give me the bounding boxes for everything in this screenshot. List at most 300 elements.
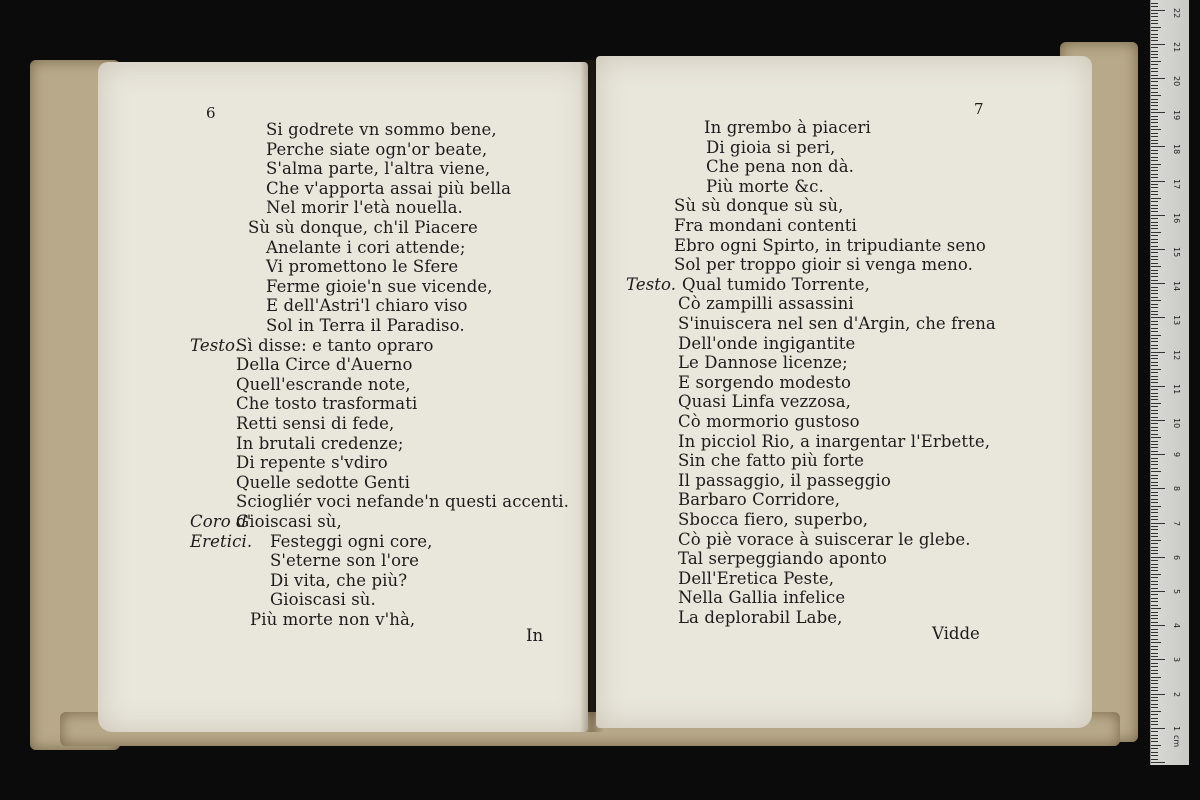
- ruler-tick: [1151, 427, 1158, 428]
- ruler-tick: [1151, 598, 1158, 599]
- ruler-number: 20: [1172, 76, 1181, 87]
- ruler-tick: [1151, 745, 1161, 746]
- ruler-tick: [1151, 256, 1158, 257]
- ruler-tick: [1151, 225, 1158, 226]
- ruler-tick: [1151, 10, 1165, 11]
- ruler-tick: [1151, 324, 1158, 325]
- ruler-tick: [1151, 99, 1158, 100]
- verse-line: Sin che fatto più forte: [678, 451, 865, 471]
- ruler-tick: [1151, 386, 1165, 387]
- ruler-tick: [1151, 105, 1158, 106]
- ruler-tick: [1151, 249, 1165, 250]
- ruler-tick: [1151, 735, 1158, 736]
- ruler-number: 16: [1172, 212, 1181, 223]
- ruler-tick: [1151, 714, 1158, 715]
- measuring-ruler: [1150, 0, 1189, 765]
- ruler-tick: [1151, 321, 1158, 322]
- ruler-number: 5: [1172, 589, 1181, 595]
- ruler-number: 10: [1172, 418, 1181, 429]
- ruler-tick: [1151, 495, 1158, 496]
- ruler-tick: [1151, 290, 1158, 291]
- ruler-tick: [1151, 157, 1158, 158]
- ruler-tick: [1151, 540, 1161, 541]
- ruler-tick: [1151, 311, 1158, 312]
- ruler-tick: [1151, 119, 1158, 120]
- verse-line: Il passaggio, il passeggio: [678, 470, 891, 490]
- ruler-tick: [1151, 164, 1161, 165]
- ruler-tick: [1151, 488, 1165, 489]
- ruler-tick: [1151, 153, 1158, 154]
- ruler-tick: [1151, 447, 1158, 448]
- verse-line: Ferme gioie'n sue vicende,: [266, 276, 493, 296]
- ruler-tick: [1151, 170, 1158, 171]
- ruler-tick: [1151, 222, 1158, 223]
- ruler-tick: [1151, 341, 1158, 342]
- verse-line: Nella Gallia infelice: [678, 588, 846, 608]
- ruler-tick: [1151, 506, 1161, 507]
- ruler-number: 13: [1172, 315, 1181, 326]
- verse-line: Di gioia si peri,: [706, 137, 836, 157]
- speaker-label: Coro d': [190, 512, 252, 531]
- verse-line: Più morte non v'hà,: [250, 610, 416, 629]
- ruler-tick: [1151, 239, 1158, 240]
- verse-line: E sorgendo modesto: [678, 372, 852, 392]
- ruler-tick: [1151, 109, 1158, 110]
- page-number: 7: [974, 100, 984, 118]
- ruler-tick: [1151, 567, 1158, 568]
- ruler-tick: [1151, 369, 1161, 370]
- ruler-tick: [1151, 263, 1158, 264]
- ruler-tick: [1151, 711, 1161, 712]
- ruler-tick: [1151, 451, 1158, 452]
- ruler-tick: [1151, 690, 1158, 691]
- verse-line: Sì disse: e tanto opraro: [236, 335, 434, 355]
- verse-line: Le Dannose licenze;: [678, 353, 848, 373]
- right-page: [596, 56, 1092, 728]
- ruler-tick: [1151, 252, 1158, 253]
- ruler-tick: [1151, 502, 1158, 503]
- ruler-tick: [1151, 201, 1158, 202]
- verse-line: E dell'Astri'l chiaro viso: [266, 296, 468, 316]
- ruler-tick: [1151, 755, 1158, 756]
- ruler-tick: [1151, 718, 1158, 719]
- ruler-tick: [1151, 588, 1158, 589]
- verse-line: Cò mormorio gustoso: [678, 412, 860, 431]
- ruler-tick: [1151, 246, 1158, 247]
- ruler-tick: [1151, 88, 1158, 89]
- ruler-tick: [1151, 16, 1158, 17]
- ruler-tick: [1151, 228, 1158, 229]
- ruler-tick: [1151, 376, 1158, 377]
- ruler-tick: [1151, 458, 1158, 459]
- ruler-tick: [1151, 625, 1165, 626]
- verse-line: Sbocca fiero, superbo,: [678, 510, 869, 529]
- ruler-tick: [1151, 382, 1158, 383]
- ruler-tick: [1151, 731, 1158, 732]
- verse-line: Gioiscasi sù,: [236, 512, 342, 531]
- ruler-tick: [1151, 232, 1161, 233]
- ruler-tick: [1151, 659, 1165, 660]
- ruler-tick: [1151, 399, 1158, 400]
- ruler-tick: [1151, 560, 1158, 561]
- verse-line: Si godrete vn sommo bene,: [266, 120, 497, 139]
- ruler-tick: [1151, 51, 1158, 52]
- ruler-tick: [1151, 608, 1161, 609]
- ruler-tick: [1151, 331, 1158, 332]
- verse-line: Barbaro Corridore,: [678, 490, 841, 510]
- ruler-tick: [1151, 550, 1158, 551]
- ruler-tick: [1151, 184, 1158, 185]
- ruler-tick: [1151, 300, 1161, 301]
- ruler-tick: [1151, 140, 1158, 141]
- ruler-tick: [1151, 293, 1158, 294]
- ruler-tick: [1151, 396, 1158, 397]
- ruler-tick: [1151, 420, 1165, 421]
- ruler-tick: [1151, 102, 1158, 103]
- verse-line: Più morte &c.: [706, 176, 824, 196]
- ruler-tick: [1151, 677, 1161, 678]
- ruler-tick: [1151, 276, 1158, 277]
- ruler-tick: [1151, 759, 1158, 760]
- ruler-tick: [1151, 605, 1158, 606]
- ruler-number: 3: [1172, 657, 1181, 663]
- ruler-tick: [1151, 44, 1165, 45]
- ruler-tick: [1151, 270, 1158, 271]
- ruler-tick: [1151, 242, 1158, 243]
- verse-line: Sol per troppo gioir si venga meno.: [674, 255, 973, 275]
- verse-line: Sù sù donque, ch'il Piacere: [248, 218, 478, 237]
- verse-line: Quell'escrande note,: [236, 374, 411, 394]
- ruler-tick: [1151, 146, 1165, 147]
- verse-line: In brutali credenze;: [236, 433, 404, 453]
- verse-line: Festeggi ogni core,: [270, 531, 433, 551]
- ruler-tick: [1151, 160, 1158, 161]
- ruler-tick: [1151, 6, 1158, 7]
- ruler-tick: [1151, 694, 1165, 695]
- ruler-tick: [1151, 187, 1158, 188]
- ruler-tick: [1151, 40, 1158, 41]
- ruler-tick: [1151, 410, 1158, 411]
- ruler-tick: [1151, 526, 1158, 527]
- ruler-tick: [1151, 317, 1165, 318]
- ruler-tick: [1151, 3, 1158, 4]
- ruler-tick: [1151, 413, 1158, 414]
- ruler-tick: [1151, 738, 1158, 739]
- ruler-tick: [1151, 683, 1158, 684]
- ruler-tick: [1151, 570, 1158, 571]
- ruler-tick: [1151, 468, 1158, 469]
- verse-line: In grembo à piaceri: [704, 118, 871, 137]
- ruler-tick: [1151, 612, 1158, 613]
- ruler-tick: [1151, 591, 1165, 592]
- verse-line: Di vita, che più?: [270, 570, 408, 590]
- ruler-tick: [1151, 181, 1165, 182]
- ruler-tick: [1151, 642, 1161, 643]
- ruler-tick: [1151, 461, 1158, 462]
- verse-line: Ebro ogni Spirto, in tripudiante seno: [674, 235, 986, 255]
- ruler-tick: [1151, 656, 1158, 657]
- ruler-tick: [1151, 403, 1161, 404]
- ruler-tick: [1151, 23, 1158, 24]
- ruler-tick: [1151, 30, 1158, 31]
- ruler-tick: [1151, 57, 1158, 58]
- verse-line: Che pena non dà.: [706, 157, 854, 177]
- ruler-tick: [1151, 95, 1161, 96]
- verse-line: Che v'apporta assai più bella: [266, 178, 512, 198]
- ruler-tick: [1151, 338, 1158, 339]
- ruler-tick: [1151, 444, 1158, 445]
- verse-line: La deplorabil Labe,: [678, 608, 843, 627]
- ruler-tick: [1151, 235, 1158, 236]
- ruler-number: 22: [1172, 7, 1181, 18]
- ruler-tick: [1151, 307, 1158, 308]
- ruler-tick: [1151, 34, 1158, 35]
- ruler-tick: [1151, 13, 1158, 14]
- speaker-label: Testo.: [190, 335, 241, 355]
- ruler-tick: [1151, 680, 1158, 681]
- ruler-tick: [1151, 519, 1158, 520]
- ruler-tick: [1151, 475, 1158, 476]
- ruler-number: 14: [1172, 281, 1181, 292]
- ruler-number: 19: [1172, 110, 1181, 121]
- ruler-tick: [1151, 673, 1158, 674]
- ruler-tick: [1151, 191, 1158, 192]
- ruler-tick: [1151, 198, 1161, 199]
- verse-line: Dell'Eretica Peste,: [678, 568, 835, 588]
- ruler-tick: [1151, 215, 1165, 216]
- ruler-tick: [1151, 434, 1158, 435]
- verse-line: Nel morir l'età nouella.: [266, 198, 463, 218]
- ruler-tick: [1151, 547, 1158, 548]
- ruler-number: 21: [1172, 41, 1181, 52]
- ruler-tick: [1151, 283, 1165, 284]
- ruler-tick: [1151, 304, 1158, 305]
- ruler-tick: [1151, 482, 1158, 483]
- verse-line: Sù sù donque sù sù,: [674, 196, 844, 216]
- ruler-tick: [1151, 707, 1158, 708]
- verse-line: S'inuiscera nel sen d'Argin, che frena: [678, 314, 996, 333]
- ruler-tick: [1151, 529, 1158, 530]
- ruler-tick: [1151, 663, 1158, 664]
- ruler-tick: [1151, 512, 1158, 513]
- ruler-tick: [1151, 174, 1158, 175]
- ruler-tick: [1151, 423, 1158, 424]
- verse-line: Perche siate ogn'or beate,: [266, 139, 488, 159]
- ruler-tick: [1151, 297, 1158, 298]
- ruler-tick: [1151, 700, 1158, 701]
- ruler-tick: [1151, 64, 1158, 65]
- verse-line: Della Circe d'Auerno: [236, 355, 413, 375]
- ruler-number: 6: [1172, 554, 1181, 560]
- ruler-tick: [1151, 485, 1158, 486]
- ruler-tick: [1151, 20, 1158, 21]
- ruler-tick: [1151, 167, 1158, 168]
- ruler-tick: [1151, 406, 1158, 407]
- ruler-tick: [1151, 47, 1158, 48]
- ruler-tick: [1151, 584, 1158, 585]
- ruler-tick: [1151, 177, 1158, 178]
- ruler-tick: [1151, 92, 1158, 93]
- ruler-tick: [1151, 112, 1165, 113]
- ruler-tick: [1151, 75, 1158, 76]
- verse-line: Tal serpeggiando aponto: [678, 549, 887, 569]
- ruler-tick: [1151, 71, 1158, 72]
- ruler-tick: [1151, 417, 1158, 418]
- ruler-tick: [1151, 348, 1158, 349]
- ruler-number: 18: [1172, 144, 1181, 155]
- ruler-tick: [1151, 393, 1158, 394]
- ruler-tick: [1151, 553, 1158, 554]
- ruler-tick: [1151, 762, 1165, 763]
- ruler-tick: [1151, 143, 1158, 144]
- ruler-tick: [1151, 492, 1158, 493]
- ruler-tick: [1151, 150, 1158, 151]
- ruler-tick: [1151, 335, 1161, 336]
- ruler-tick: [1151, 635, 1158, 636]
- verse-line: Dell'onde ingigantite: [678, 333, 856, 353]
- verse-line: Di repente s'vdiro: [236, 453, 388, 473]
- ruler-tick: [1151, 126, 1158, 127]
- verse-line: Sciogliér voci nefande'n questi accenti.: [236, 492, 569, 512]
- ruler-tick: [1151, 122, 1158, 123]
- ruler-tick: [1151, 704, 1158, 705]
- verse-line: Sol in Terra il Paradiso.: [266, 316, 465, 335]
- ruler-tick: [1151, 557, 1165, 558]
- ruler-tick: [1151, 564, 1158, 565]
- verse-line: Cò piè vorace à suiscerar le glebe.: [678, 529, 971, 549]
- ruler-tick: [1151, 116, 1158, 117]
- ruler-tick: [1151, 594, 1158, 595]
- ruler-tick: [1151, 724, 1158, 725]
- ruler-tick: [1151, 437, 1161, 438]
- verse-line: Fra mondani contenti: [674, 216, 857, 235]
- ruler-tick: [1151, 748, 1158, 749]
- ruler-tick: [1151, 478, 1158, 479]
- verse-line: Quasi Linfa vezzosa,: [678, 392, 851, 412]
- verse-line: Che tosto trasformati: [236, 394, 418, 414]
- ruler-tick: [1151, 653, 1158, 654]
- ruler-tick: [1151, 629, 1158, 630]
- ruler-tick: [1151, 68, 1158, 69]
- ruler-tick: [1151, 362, 1158, 363]
- ruler-tick: [1151, 523, 1165, 524]
- ruler-number: 1: [1172, 725, 1181, 731]
- ruler-unit-label: cm: [1172, 735, 1181, 748]
- ruler-tick: [1151, 27, 1161, 28]
- ruler-tick: [1151, 358, 1158, 359]
- ruler-tick: [1151, 752, 1158, 753]
- verse-line: Gioiscasi sù.: [270, 590, 376, 610]
- ruler-tick: [1151, 741, 1158, 742]
- ruler-tick: [1151, 211, 1158, 212]
- ruler-number: 12: [1172, 349, 1181, 360]
- ruler-tick: [1151, 687, 1158, 688]
- verse-line: S'alma parte, l'altra viene,: [266, 159, 491, 179]
- speaker-label: Eretici.: [190, 531, 253, 551]
- ruler-tick: [1151, 615, 1158, 616]
- ruler-tick: [1151, 259, 1158, 260]
- ruler-number: 15: [1172, 247, 1181, 258]
- verse-line: Qual tumido Torrente,: [682, 274, 870, 294]
- ruler-tick: [1151, 697, 1158, 698]
- ruler-number: 7: [1172, 520, 1181, 526]
- ruler-number: 17: [1172, 178, 1181, 189]
- catchword: Vidde: [932, 624, 980, 643]
- ruler-tick: [1151, 618, 1158, 619]
- ruler-tick: [1151, 328, 1158, 329]
- ruler-tick: [1151, 345, 1158, 346]
- verse-line: Retti sensi di fede,: [236, 414, 395, 433]
- verse-line: In picciol Rio, a inargentar l'Erbette,: [678, 431, 991, 451]
- verse-line: S'eterne son l'ore: [270, 551, 419, 571]
- ruler-tick: [1151, 54, 1158, 55]
- ruler-tick: [1151, 649, 1158, 650]
- ruler-tick: [1151, 136, 1158, 137]
- ruler-tick: [1151, 85, 1158, 86]
- ruler-tick: [1151, 287, 1158, 288]
- ruler-tick: [1151, 670, 1158, 671]
- ruler-tick: [1151, 208, 1158, 209]
- verse-line: Anelante i cori attende;: [266, 237, 466, 257]
- ruler-tick: [1151, 205, 1158, 206]
- ruler-tick: [1151, 352, 1165, 353]
- ruler-tick: [1151, 666, 1158, 667]
- ruler-tick: [1151, 574, 1161, 575]
- ruler-tick: [1151, 601, 1158, 602]
- ruler-tick: [1151, 129, 1161, 130]
- ruler-tick: [1151, 266, 1161, 267]
- ruler-tick: [1151, 581, 1158, 582]
- ruler-tick: [1151, 280, 1158, 281]
- ruler-tick: [1151, 78, 1165, 79]
- ruler-number: 2: [1172, 691, 1181, 697]
- speaker-label: Testo.: [626, 274, 677, 294]
- verse-line: Cò zampilli assassini: [678, 294, 854, 314]
- verse-line: Quelle sedotte Genti: [236, 472, 410, 492]
- ruler-tick: [1151, 632, 1158, 633]
- ruler-tick: [1151, 464, 1158, 465]
- left-page: [98, 62, 588, 732]
- ruler-tick: [1151, 365, 1158, 366]
- ruler-number: 11: [1172, 383, 1181, 394]
- ruler-tick: [1151, 355, 1158, 356]
- ruler-tick: [1151, 543, 1158, 544]
- ruler-tick: [1151, 218, 1158, 219]
- ruler-tick: [1151, 61, 1161, 62]
- ruler-tick: [1151, 721, 1158, 722]
- ruler-tick: [1151, 37, 1158, 38]
- ruler-tick: [1151, 516, 1158, 517]
- ruler-tick: [1151, 273, 1158, 274]
- ruler-tick: [1151, 728, 1165, 729]
- ruler-number: 9: [1172, 452, 1181, 458]
- catchword: In: [526, 626, 544, 645]
- ruler-tick: [1151, 81, 1158, 82]
- ruler-number: 4: [1172, 623, 1181, 629]
- ruler-tick: [1151, 194, 1158, 195]
- ruler-tick: [1151, 509, 1158, 510]
- ruler-tick: [1151, 533, 1158, 534]
- ruler-tick: [1151, 389, 1158, 390]
- ruler-tick: [1151, 536, 1158, 537]
- ruler-tick: [1151, 622, 1158, 623]
- ruler-tick: [1151, 314, 1158, 315]
- page-number: 6: [206, 104, 216, 122]
- ruler-tick: [1151, 379, 1158, 380]
- ruler-tick: [1151, 372, 1158, 373]
- ruler-tick: [1151, 499, 1158, 500]
- ruler-tick: [1151, 577, 1158, 578]
